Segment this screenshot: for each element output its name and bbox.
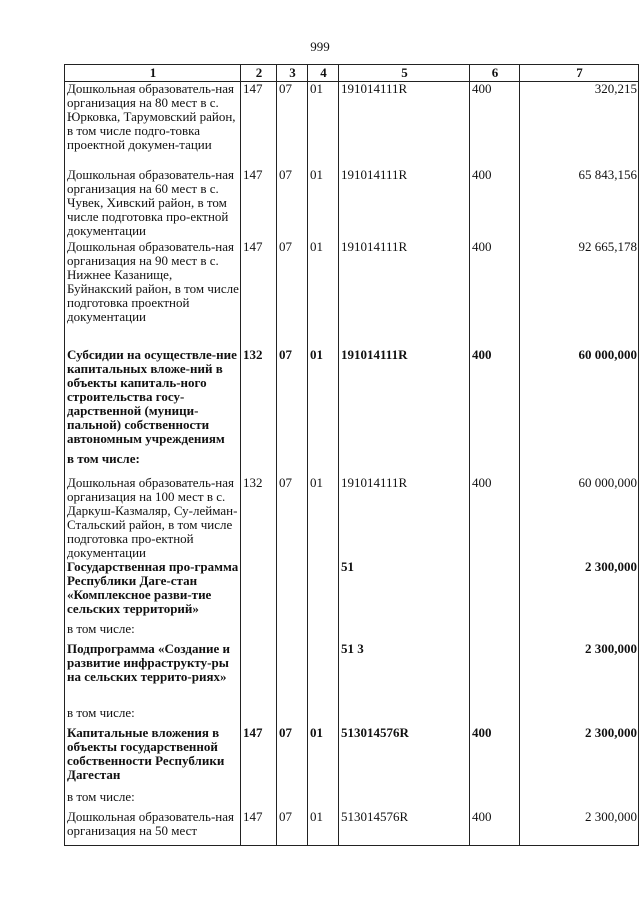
table-row — [65, 622, 639, 642]
row-amount: 60 000,000 — [520, 348, 639, 452]
table-row — [65, 706, 639, 726]
row-col-2 — [241, 706, 277, 726]
row-col-5: 51 — [339, 560, 470, 622]
row-name: в том числе: — [65, 452, 241, 476]
row-col-3 — [277, 642, 308, 706]
row-col-3: 07 — [277, 476, 308, 560]
row-col-4 — [308, 452, 339, 476]
header-row — [65, 65, 639, 82]
budget-table — [64, 64, 639, 846]
row-col-5: 191014111R — [339, 82, 470, 168]
row-name: Дошкольная образователь-ная организация на 90 мест в с. Нижнее Казанище, Буйнакский район, в том числе подготовка проектной документации — [65, 240, 241, 348]
table-row — [65, 452, 639, 476]
table-row — [65, 810, 639, 846]
row-col-4 — [308, 642, 339, 706]
row-name: Капитальные вложения в объекты государственной собственности Республики Дагестан — [65, 726, 241, 790]
row-amount: 2 300,000 — [520, 642, 639, 706]
row-col-5 — [339, 706, 470, 726]
table-row — [65, 560, 639, 622]
row-col-4 — [308, 560, 339, 622]
row-col-2 — [241, 790, 277, 810]
row-amount: 2 300,000 — [520, 726, 639, 790]
row-col-3 — [277, 622, 308, 642]
row-col-5: 191014111R — [339, 168, 470, 240]
row-col-6 — [470, 452, 520, 476]
row-col-4: 01 — [308, 348, 339, 452]
row-col-3: 07 — [277, 726, 308, 790]
row-col-6: 400 — [470, 810, 520, 846]
row-col-5: 513014576R — [339, 726, 470, 790]
row-name: Дошкольная образователь-ная организация на 50 мест — [65, 810, 241, 846]
header-col-1: 1 — [65, 65, 241, 82]
row-col-6: 400 — [470, 82, 520, 168]
row-col-6 — [470, 642, 520, 706]
row-col-2: 132 — [241, 476, 277, 560]
row-amount — [520, 452, 639, 476]
row-amount — [520, 622, 639, 642]
row-amount: 2 300,000 — [520, 810, 639, 846]
row-col-2: 147 — [241, 168, 277, 240]
row-amount — [520, 706, 639, 726]
row-col-2 — [241, 622, 277, 642]
row-name: Государственная про-грамма Республики Даге-стан «Комплексное разви-тие сельских территорий» — [65, 560, 241, 622]
row-col-3: 07 — [277, 82, 308, 168]
row-col-4: 01 — [308, 82, 339, 168]
row-col-2: 147 — [241, 810, 277, 846]
row-col-5: 51 3 — [339, 642, 470, 706]
row-col-3 — [277, 706, 308, 726]
row-col-6: 400 — [470, 726, 520, 790]
row-col-6: 400 — [470, 168, 520, 240]
row-col-2 — [241, 560, 277, 622]
row-amount: 60 000,000 — [520, 476, 639, 560]
row-amount: 65 843,156 — [520, 168, 639, 240]
row-col-4 — [308, 706, 339, 726]
row-col-2: 132 — [241, 348, 277, 452]
row-col-4: 01 — [308, 810, 339, 846]
table-row — [65, 790, 639, 810]
row-col-6 — [470, 790, 520, 810]
row-col-3: 07 — [277, 240, 308, 348]
row-col-4: 01 — [308, 240, 339, 348]
row-col-6: 400 — [470, 476, 520, 560]
row-col-3: 07 — [277, 348, 308, 452]
table-row — [65, 348, 639, 452]
row-name: Подпрограмма «Создание и развитие инфраструкту-ры на сельских террито-риях» — [65, 642, 241, 706]
row-col-3: 07 — [277, 168, 308, 240]
table-row — [65, 726, 639, 790]
row-amount: 320,215 — [520, 82, 639, 168]
row-col-5: 191014111R — [339, 476, 470, 560]
table-row — [65, 82, 639, 168]
row-name: в том числе: — [65, 706, 241, 726]
row-name: Субсидии на осуществле-ние капитальных вложе-ний в объекты капиталь-ного строительства госу-дарственной (муници-пальной) собственности автономным учреждениям — [65, 348, 241, 452]
row-name: Дошкольная образователь-ная организация на 60 мест в с. Чувек, Хивский район, в том числе подготовка про-ектной документации — [65, 168, 241, 240]
row-name: в том числе: — [65, 622, 241, 642]
row-col-5: 191014111R — [339, 240, 470, 348]
row-col-3 — [277, 560, 308, 622]
row-name: Дошкольная образователь-ная организация на 80 мест в с. Юрковка, Тарумовский район, в том числе подго-товка проектной докумен-тации — [65, 82, 241, 168]
table-row — [65, 240, 639, 348]
row-col-3: 07 — [277, 810, 308, 846]
header-col-3: 3 — [277, 65, 308, 82]
row-col-2: 147 — [241, 726, 277, 790]
row-col-2 — [241, 452, 277, 476]
header-col-7: 7 — [520, 65, 639, 82]
row-col-4: 01 — [308, 476, 339, 560]
header-col-6: 6 — [470, 65, 520, 82]
row-col-6: 400 — [470, 240, 520, 348]
row-col-2: 147 — [241, 82, 277, 168]
row-col-2 — [241, 642, 277, 706]
row-col-5 — [339, 452, 470, 476]
row-name: в том числе: — [65, 790, 241, 810]
row-col-4 — [308, 790, 339, 810]
page-number: 999 — [310, 39, 330, 54]
row-col-2: 147 — [241, 240, 277, 348]
header-col-2: 2 — [241, 65, 277, 82]
row-col-3 — [277, 452, 308, 476]
row-col-6 — [470, 706, 520, 726]
header-col-4: 4 — [308, 65, 339, 82]
row-col-4: 01 — [308, 726, 339, 790]
row-col-4: 01 — [308, 168, 339, 240]
row-col-3 — [277, 790, 308, 810]
table-row — [65, 476, 639, 560]
table-row — [65, 642, 639, 706]
row-amount — [520, 790, 639, 810]
row-amount: 92 665,178 — [520, 240, 639, 348]
row-col-5 — [339, 622, 470, 642]
row-col-6: 400 — [470, 348, 520, 452]
row-col-6 — [470, 622, 520, 642]
table-row — [65, 168, 639, 240]
row-name: Дошкольная образователь-ная организация на 100 мест в с. Даркуш-Казмаляр, Су-лейман-Стальский район, в том числе подготовка про-ектной документации — [65, 476, 241, 560]
row-amount: 2 300,000 — [520, 560, 639, 622]
row-col-4 — [308, 622, 339, 642]
header-col-5: 5 — [339, 65, 470, 82]
row-col-5: 513014576R — [339, 810, 470, 846]
row-col-5 — [339, 790, 470, 810]
row-col-6 — [470, 560, 520, 622]
row-col-5: 191014111R — [339, 348, 470, 452]
